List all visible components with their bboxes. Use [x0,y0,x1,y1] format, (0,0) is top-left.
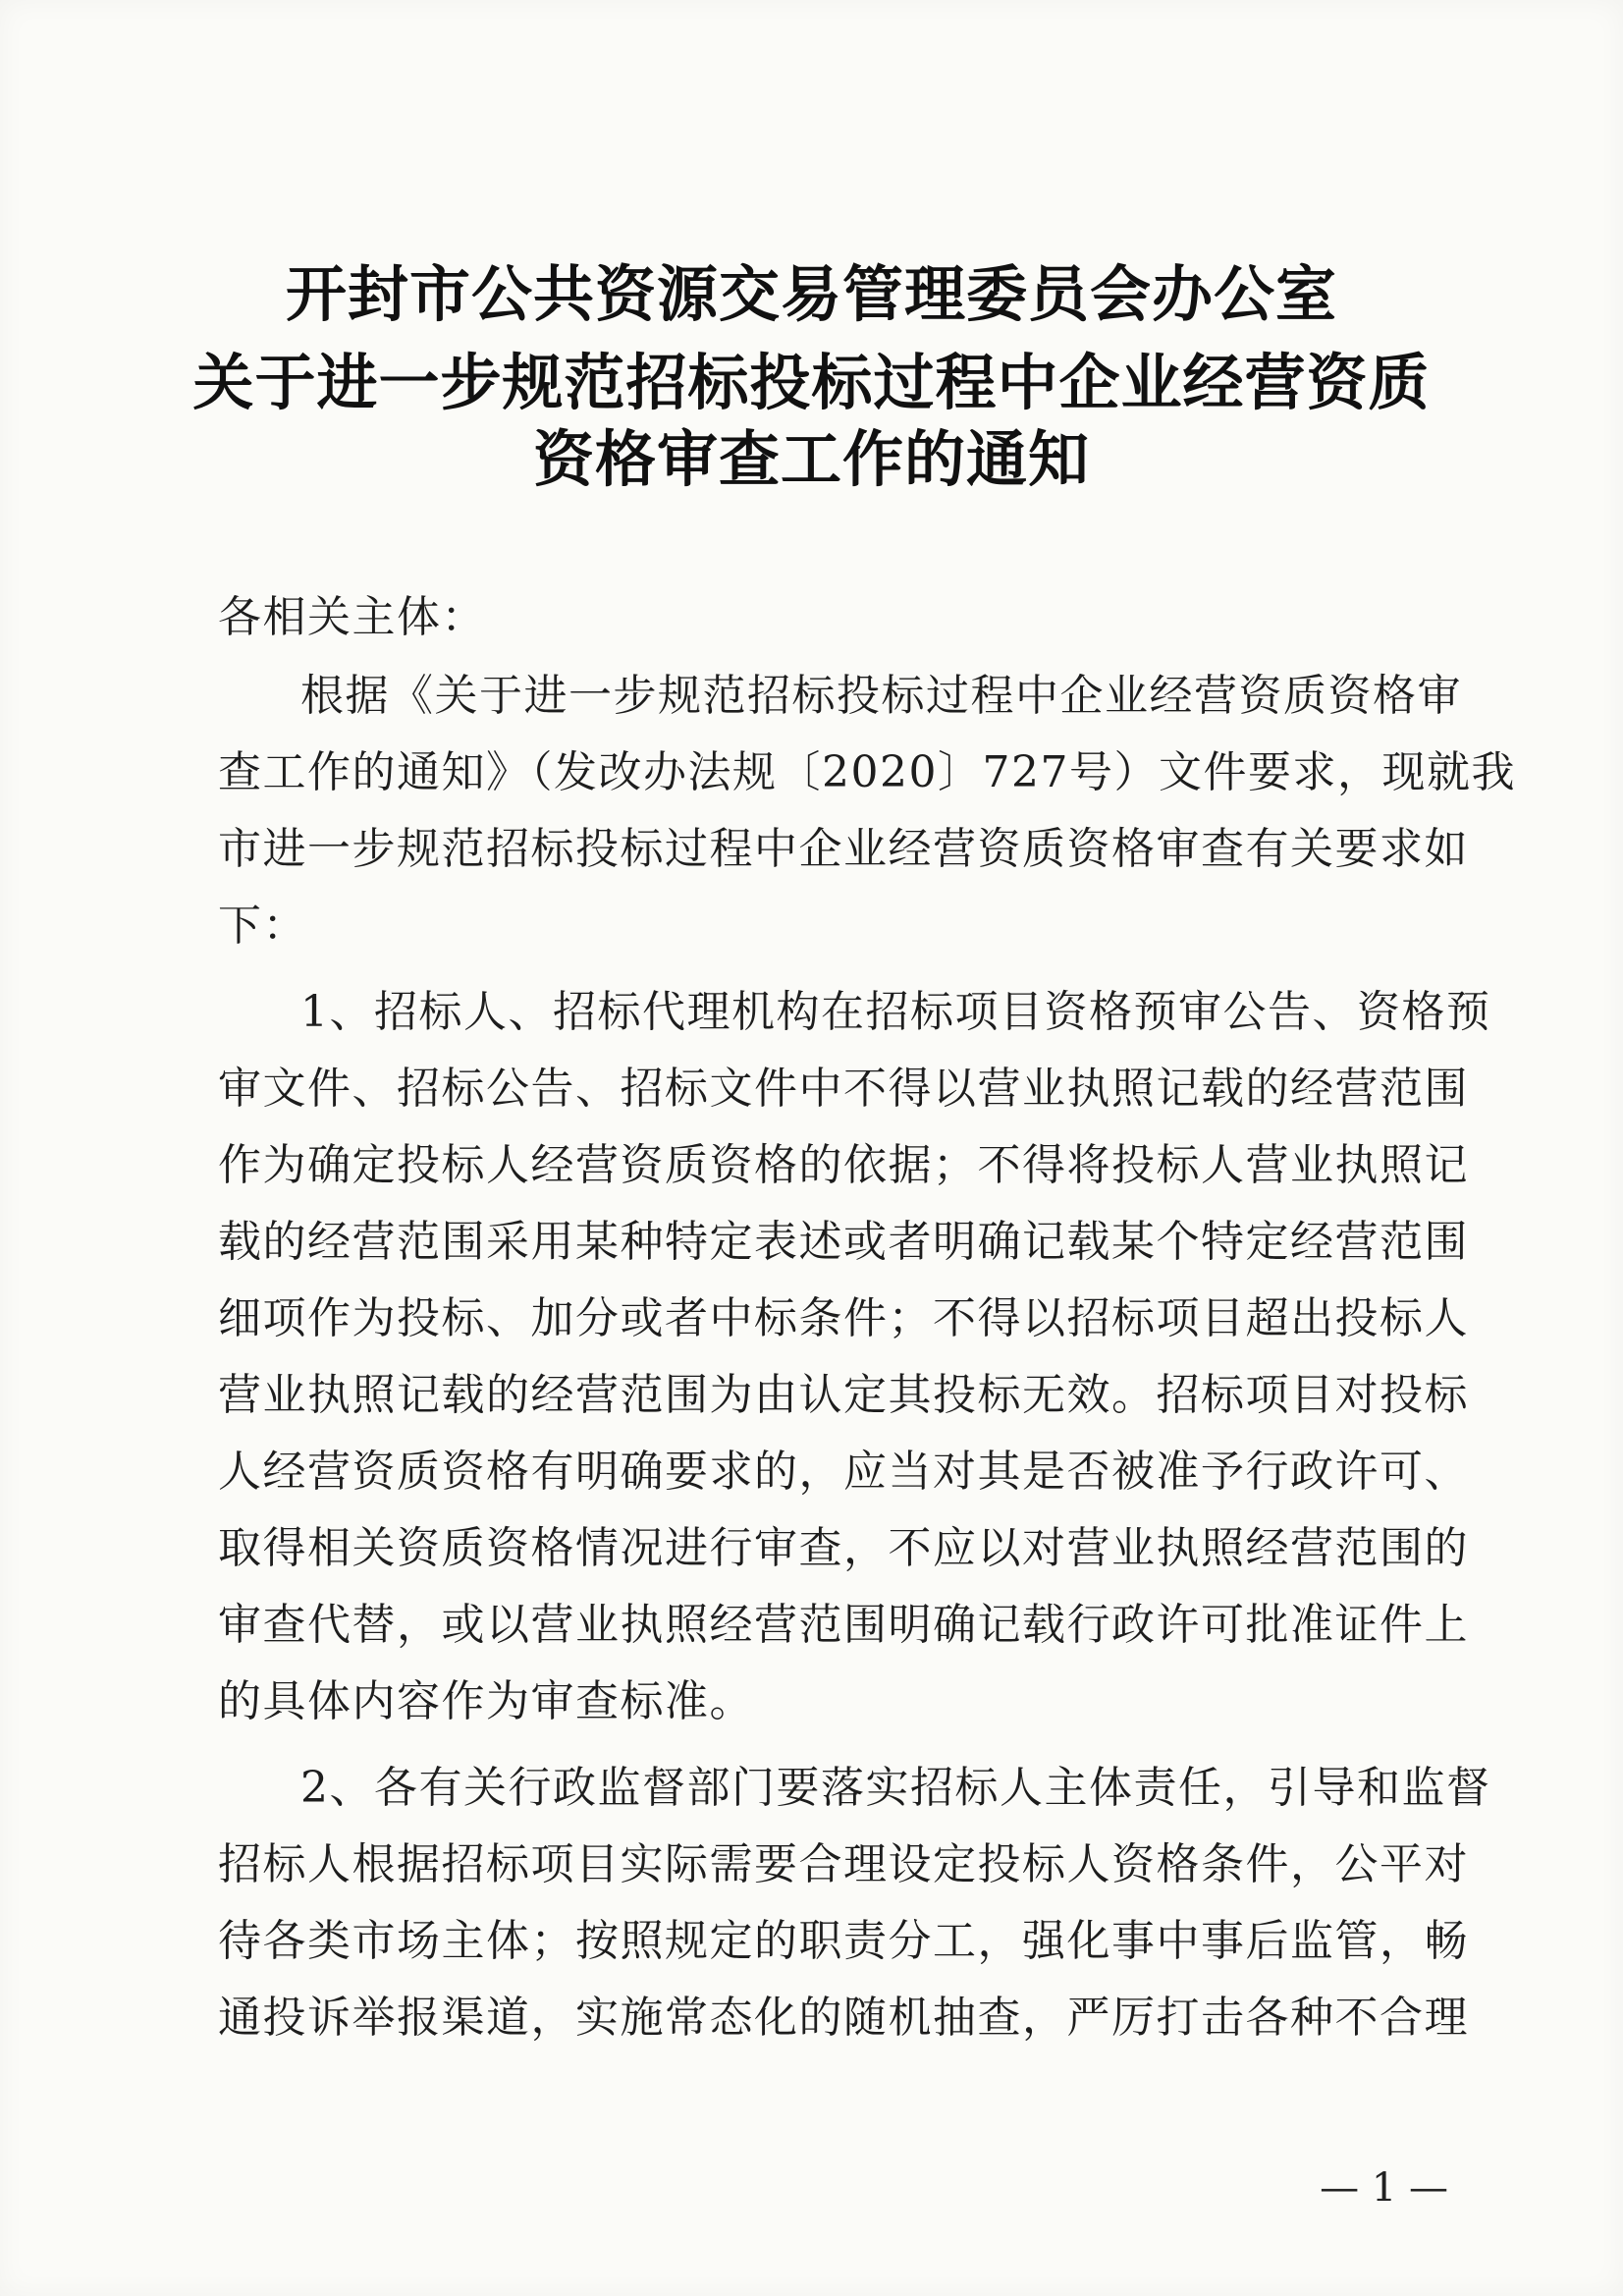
body-line: 的具体内容作为审查标准。 [218,1676,754,1726]
body-line: 下： [218,901,307,951]
body-line: 细项作为投标、加分或者中标条件；不得以招标项目超出投标人 [218,1293,1469,1343]
body-line: 2、各有关行政监督部门要落实招标人主体责任，引导和监督 [300,1763,1491,1813]
body-line: 营业执照记载的经营范围为由认定其投标无效。招标项目对投标 [218,1370,1469,1420]
title-line-3: 资格审查工作的通知 [532,423,1090,495]
body-line: 市进一步规范招标投标过程中企业经营资质资格审查有关要求如 [218,824,1469,874]
body-line: 载的经营范围采用某种特定表述或者明确记载某个特定经营范围 [218,1217,1469,1267]
page-number: — 1 — [1320,2165,1448,2211]
body-line: 通投诉举报渠道，实施常态化的随机抽查，严厉打击各种不合理 [218,1993,1469,2043]
body-line: 审查代替，或以营业执照经营范围明确记载行政许可批准证件上 [218,1600,1469,1650]
body-line: 人经营资质资格有明确要求的，应当对其是否被准予行政许可、 [218,1447,1469,1497]
body-line: 招标人根据招标项目实际需要合理设定投标人资格条件，公平对 [218,1839,1469,1889]
body-line: 待各类市场主体；按照规定的职责分工，强化事中事后监管，畅 [218,1916,1469,1966]
title-line-2: 关于进一步规范招标投标过程中企业经营资质 [192,347,1431,418]
body-line: 审文件、招标公告、招标文件中不得以营业执照记载的经营范围 [218,1064,1469,1114]
body-line: 查工作的通知》（发改办法规〔2020〕727号）文件要求，现就我 [218,747,1516,797]
salutation: 各相关主体： [218,592,486,642]
body-line: 取得相关资质资格情况进行审查，不应以对营业执照经营范围的 [218,1523,1469,1573]
title-line-1: 开封市公共资源交易管理委员会办公室 [285,258,1337,330]
body-line: 作为确定投标人经营资质资格的依据；不得将投标人营业执照记 [218,1140,1469,1190]
body-line: 1、招标人、招标代理机构在招标项目资格预审公告、资格预 [300,987,1491,1037]
body-line: 根据《关于进一步规范招标投标过程中企业经营资质资格审 [300,671,1462,721]
